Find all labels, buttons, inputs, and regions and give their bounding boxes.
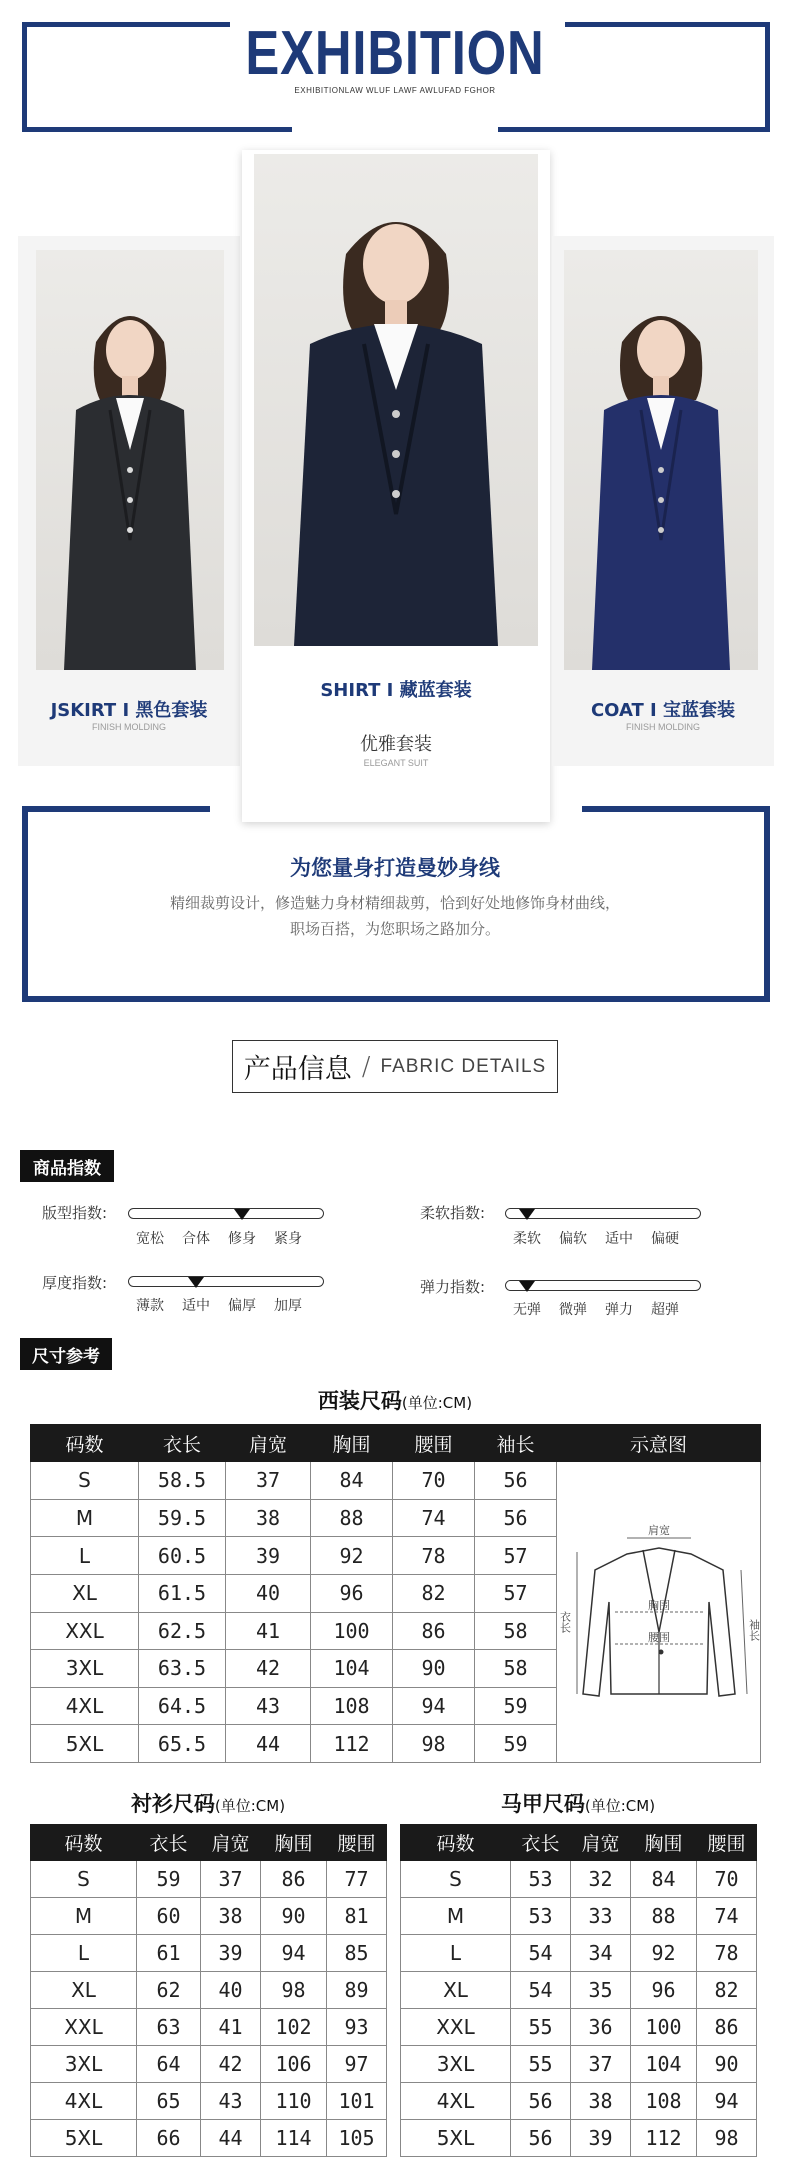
table-cell: 64 [137, 2046, 201, 2083]
table-cell: 108 [631, 2083, 697, 2120]
index-label: 弹力指数: [420, 1278, 486, 1296]
index-option: 合体 [182, 1231, 210, 1247]
index-option: 柔软 [513, 1231, 541, 1247]
table-cell: 105 [327, 2120, 387, 2157]
index-label: 版型指数: [42, 1204, 108, 1222]
table-header-cell: 衣长 [139, 1425, 226, 1462]
table-header-cell: 肩宽 [226, 1425, 311, 1462]
table-cell: 54 [511, 1972, 571, 2009]
table-cell: XL [401, 1972, 511, 2009]
page-title: EXHIBITION [245, 19, 545, 88]
table-cell: L [401, 1935, 511, 1972]
table-cell: 63 [137, 2009, 201, 2046]
diagram-label-chest: 胸围 [648, 1599, 670, 1612]
table-row [401, 2046, 757, 2083]
frame-line [22, 996, 770, 1002]
table-cell: 94 [393, 1687, 475, 1725]
index-option: 偏软 [559, 1231, 587, 1247]
index-bar [128, 1208, 324, 1219]
table-cell: 92 [311, 1537, 393, 1575]
table-cell: 74 [393, 1499, 475, 1537]
table-cell: 57 [475, 1537, 557, 1575]
table-cell: M [31, 1499, 139, 1537]
product-photo [254, 154, 538, 646]
diagram-label-length: 衣长 [558, 1611, 572, 1633]
table-cell: 93 [327, 2009, 387, 2046]
table-header-cell: 码数 [31, 1825, 137, 1861]
table-cell: 89 [327, 1972, 387, 2009]
table-cell: 96 [311, 1574, 393, 1612]
vest-size-table [400, 1824, 757, 2157]
table-header-cell: 码数 [31, 1425, 139, 1462]
table-cell: 5XL [31, 2120, 137, 2157]
frame-line [582, 806, 770, 812]
table-cell: S [31, 1861, 137, 1898]
table-cell: 90 [261, 1898, 327, 1935]
card-sublabel: FINISH MOLDING [91, 722, 166, 732]
frame-line [22, 22, 27, 132]
product-card-navy[interactable] [242, 150, 550, 822]
table-cell: 58.5 [139, 1462, 226, 1500]
index-marker-icon [188, 1277, 204, 1288]
table-cell: XL [31, 1972, 137, 2009]
table-header-cell: 肩宽 [571, 1825, 631, 1861]
table-cell: 104 [631, 2046, 697, 2083]
shirt-table-title [30, 1788, 386, 1818]
table-header-cell: 胸围 [261, 1825, 327, 1861]
table-cell: 56 [511, 2083, 571, 2120]
table-cell: 78 [697, 1935, 757, 1972]
frame-line [498, 127, 770, 132]
vest-table-title [400, 1788, 756, 1818]
table-cell: 33 [571, 1898, 631, 1935]
table-cell: 64.5 [139, 1687, 226, 1725]
table-header-cell: 胸围 [631, 1825, 697, 1861]
table-cell: 114 [261, 2120, 327, 2157]
index-marker-icon [234, 1209, 250, 1220]
table-cell: 39 [226, 1537, 311, 1575]
index-option: 紧身 [274, 1231, 302, 1247]
table-cell: 35 [571, 1972, 631, 2009]
table-cell: 66 [137, 2120, 201, 2157]
table-cell: 112 [631, 2120, 697, 2157]
table-cell: 104 [311, 1650, 393, 1688]
table-row [31, 1898, 387, 1935]
table-cell: 3XL [31, 1650, 139, 1688]
table-cell: 82 [697, 1972, 757, 2009]
table-cell: 5XL [401, 2120, 511, 2157]
table-cell: 42 [226, 1650, 311, 1688]
table-row [401, 1898, 757, 1935]
card-sublabel: FINISH MOLDING [625, 722, 700, 732]
diagram-label-waist: 腰围 [648, 1631, 670, 1644]
table-header-cell: 码数 [401, 1825, 511, 1861]
model-figure-icon [36, 250, 224, 670]
table-cell: 44 [201, 2120, 261, 2157]
shirt-table-unit: (单位:CM) [214, 1797, 286, 1815]
table-cell: 58 [475, 1650, 557, 1688]
table-cell: 74 [697, 1898, 757, 1935]
table-cell: L [31, 1935, 137, 1972]
table-cell: 92 [631, 1935, 697, 1972]
suit-size-table [30, 1424, 761, 1763]
table-row [401, 1972, 757, 2009]
table-cell: S [401, 1861, 511, 1898]
table-cell: 56 [511, 2120, 571, 2157]
table-header-cell: 衣长 [137, 1825, 201, 1861]
table-header-cell: 胸围 [311, 1425, 393, 1462]
product-info-en: FABRIC DETAILS [380, 1055, 547, 1077]
table-cell: 112 [311, 1725, 393, 1763]
table-cell: 88 [631, 1898, 697, 1935]
table-cell: XL [31, 1574, 139, 1612]
diagram-label-shoulder: 肩宽 [648, 1524, 670, 1537]
table-cell: 3XL [31, 2046, 137, 2083]
index-option: 加厚 [274, 1298, 302, 1314]
table-cell: 61 [137, 1935, 201, 1972]
card-label: JSKIRT Ⅰ 黑色套装 [50, 700, 208, 721]
table-cell: 84 [311, 1462, 393, 1500]
table-cell: 37 [226, 1462, 311, 1500]
suit-table-title-text: 西装尺码 [317, 1389, 402, 1413]
index-option: 微弹 [559, 1302, 587, 1318]
table-cell: 61.5 [139, 1574, 226, 1612]
table-cell: 63.5 [139, 1650, 226, 1688]
table-cell: 36 [571, 2009, 631, 2046]
product-card-royal-blue[interactable] [552, 236, 774, 766]
table-cell: 100 [631, 2009, 697, 2046]
index-bar [128, 1276, 324, 1287]
table-cell: 70 [393, 1462, 475, 1500]
table-cell: 3XL [401, 2046, 511, 2083]
table-cell: 40 [226, 1574, 311, 1612]
table-row [31, 1935, 387, 1972]
product-card-black[interactable] [18, 236, 240, 766]
table-cell: 94 [261, 1935, 327, 1972]
table-cell: S [31, 1462, 139, 1500]
table-row [31, 1462, 761, 1500]
index-marker-icon [519, 1209, 535, 1220]
suit-table-title [0, 1385, 790, 1415]
table-cell: 65 [137, 2083, 201, 2120]
table-row [31, 1861, 387, 1898]
table-cell: 60 [137, 1898, 201, 1935]
index-option: 修身 [228, 1231, 256, 1247]
model-figure-icon [254, 154, 538, 646]
table-cell: 37 [571, 2046, 631, 2083]
slogan-text: 精细裁剪设计，修造魅力身材精细裁剪，恰到好处地修饰身材曲线， [169, 894, 620, 912]
product-info-slash: / [361, 1051, 371, 1082]
table-cell: 77 [327, 1861, 387, 1898]
table-cell: 54 [511, 1935, 571, 1972]
table-cell: 59 [475, 1687, 557, 1725]
table-cell: 41 [226, 1612, 311, 1650]
frame-line [765, 22, 770, 132]
index-option: 无弹 [513, 1302, 541, 1318]
table-cell: 58 [475, 1612, 557, 1650]
table-cell: 34 [571, 1935, 631, 1972]
table-header-cell: 示意图 [557, 1425, 761, 1462]
suit-diagram [557, 1462, 761, 1763]
index-option: 弹力 [605, 1302, 633, 1318]
table-cell: 108 [311, 1687, 393, 1725]
table-cell: 85 [327, 1935, 387, 1972]
index-option: 适中 [182, 1298, 210, 1314]
diagram-label-sleeve: 袖长 [747, 1619, 761, 1641]
table-cell: 57 [475, 1574, 557, 1612]
table-cell: 81 [327, 1898, 387, 1935]
table-header-cell: 袖长 [475, 1425, 557, 1462]
index-option: 适中 [605, 1231, 633, 1247]
table-cell: 39 [571, 2120, 631, 2157]
table-cell: 101 [327, 2083, 387, 2120]
index-option: 偏硬 [651, 1231, 679, 1247]
table-row [401, 1861, 757, 1898]
table-header-cell: 腰围 [393, 1425, 475, 1462]
shirt-table-title-text: 衬衫尺码 [130, 1792, 215, 1816]
table-cell: 86 [697, 2009, 757, 2046]
table-row [401, 1935, 757, 1972]
card-sublabel: ELEGANT SUIT [363, 758, 429, 768]
table-row [31, 2009, 387, 2046]
table-cell: 38 [571, 2083, 631, 2120]
table-cell: 59 [137, 1861, 201, 1898]
table-cell: 94 [697, 2083, 757, 2120]
table-cell: 53 [511, 1898, 571, 1935]
table-cell: 42 [201, 2046, 261, 2083]
index-marker-icon [519, 1281, 535, 1292]
table-row [401, 2120, 757, 2157]
page-subtitle: EXHIBITIONLAW WLUF LAWF AWLUFAD FGHOR [294, 86, 496, 95]
table-cell: 84 [631, 1861, 697, 1898]
product-photo [36, 250, 224, 670]
table-cell: 44 [226, 1725, 311, 1763]
table-cell: 43 [226, 1687, 311, 1725]
table-cell: 39 [201, 1935, 261, 1972]
table-cell: 43 [201, 2083, 261, 2120]
card-style-label: 优雅套装 [360, 734, 432, 755]
table-cell: XXL [31, 2009, 137, 2046]
table-cell: 37 [201, 1861, 261, 1898]
table-cell: 40 [201, 1972, 261, 2009]
table-cell: 78 [393, 1537, 475, 1575]
model-figure-icon [564, 250, 758, 670]
table-cell: L [31, 1537, 139, 1575]
jacket-diagram-icon [557, 1462, 761, 1762]
product-photo [564, 250, 758, 670]
table-row [31, 2083, 387, 2120]
index-label: 柔软指数: [420, 1204, 486, 1222]
index-tag: 商品指数 [20, 1150, 114, 1182]
table-header-cell: 腰围 [697, 1825, 757, 1861]
slogan-title: 为您量身打造曼妙身线 [290, 856, 500, 880]
table-cell: 4XL [31, 1687, 139, 1725]
table-cell: M [31, 1898, 137, 1935]
table-cell: 98 [393, 1725, 475, 1763]
size-ref-tag: 尺寸参考 [20, 1338, 112, 1370]
table-row [401, 2009, 757, 2046]
table-header-cell: 腰围 [327, 1825, 387, 1861]
table-cell: 38 [201, 1898, 261, 1935]
table-cell: 5XL [31, 1725, 139, 1763]
table-row [31, 1972, 387, 2009]
table-cell: 110 [261, 2083, 327, 2120]
table-cell: 56 [475, 1462, 557, 1500]
table-cell: 102 [261, 2009, 327, 2046]
product-info-cn: 产品信息 [243, 1054, 352, 1085]
table-row [31, 2120, 387, 2157]
table-cell: 90 [697, 2046, 757, 2083]
index-option: 宽松 [136, 1231, 164, 1247]
suit-table-unit: (单位:CM) [401, 1394, 473, 1412]
table-cell: 41 [201, 2009, 261, 2046]
table-cell: 86 [393, 1612, 475, 1650]
product-info-heading [232, 1040, 558, 1093]
table-header-cell: 肩宽 [201, 1825, 261, 1861]
index-label: 厚度指数: [42, 1274, 108, 1292]
table-cell: XXL [401, 2009, 511, 2046]
table-cell: 106 [261, 2046, 327, 2083]
table-row [31, 2046, 387, 2083]
table-cell: 98 [261, 1972, 327, 2009]
table-cell: 4XL [401, 2083, 511, 2120]
table-cell: 55 [511, 2009, 571, 2046]
frame-line [22, 806, 210, 812]
table-cell: 82 [393, 1574, 475, 1612]
table-cell: 59.5 [139, 1499, 226, 1537]
table-cell: 55 [511, 2046, 571, 2083]
table-cell: 59 [475, 1725, 557, 1763]
table-row [401, 2083, 757, 2120]
table-cell: 86 [261, 1861, 327, 1898]
slogan-text: 职场百搭，为您职场之路加分。 [289, 920, 500, 938]
table-header-cell: 衣长 [511, 1825, 571, 1861]
table-cell: 96 [631, 1972, 697, 2009]
table-cell: 90 [393, 1650, 475, 1688]
table-cell: 88 [311, 1499, 393, 1537]
table-cell: 65.5 [139, 1725, 226, 1763]
table-cell: 70 [697, 1861, 757, 1898]
shirt-size-table [30, 1824, 387, 2157]
table-cell: 62.5 [139, 1612, 226, 1650]
table-cell: 60.5 [139, 1537, 226, 1575]
table-cell: 4XL [31, 2083, 137, 2120]
vest-table-title-text: 马甲尺码 [500, 1792, 585, 1816]
table-cell: XXL [31, 1612, 139, 1650]
index-option: 偏厚 [228, 1298, 256, 1314]
index-option: 超弹 [651, 1302, 679, 1318]
table-cell: 38 [226, 1499, 311, 1537]
table-cell: 100 [311, 1612, 393, 1650]
card-label: SHIRT Ⅰ 藏蓝套装 [320, 680, 472, 701]
index-option: 薄款 [136, 1298, 164, 1314]
table-cell: M [401, 1898, 511, 1935]
table-cell: 32 [571, 1861, 631, 1898]
frame-line [22, 127, 292, 132]
table-cell: 97 [327, 2046, 387, 2083]
card-label: COAT Ⅰ 宝蓝套装 [590, 700, 736, 721]
vest-table-unit: (单位:CM) [584, 1797, 656, 1815]
table-cell: 56 [475, 1499, 557, 1537]
table-cell: 53 [511, 1861, 571, 1898]
table-cell: 62 [137, 1972, 201, 2009]
table-cell: 98 [697, 2120, 757, 2157]
